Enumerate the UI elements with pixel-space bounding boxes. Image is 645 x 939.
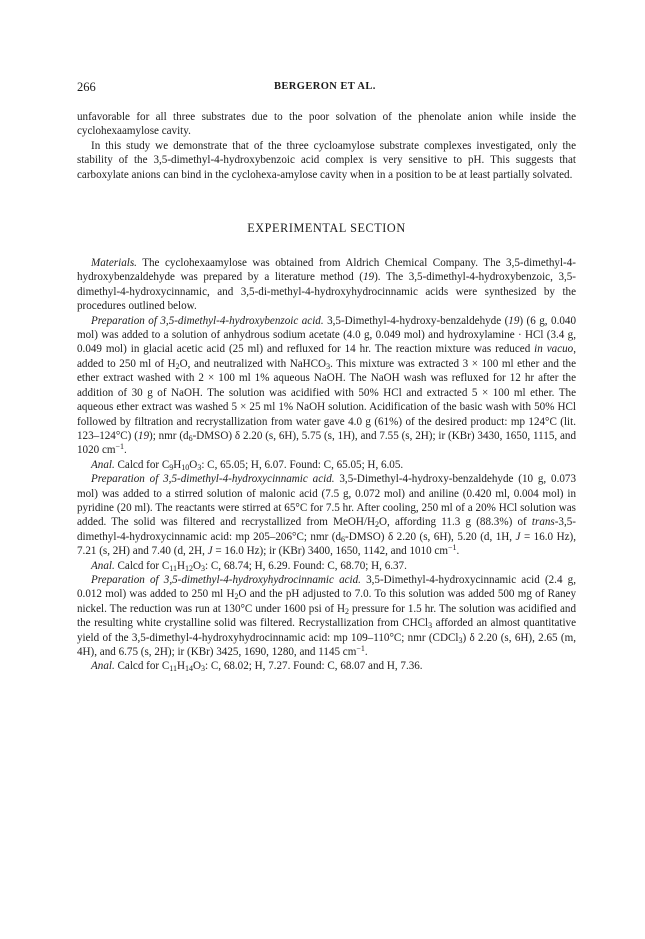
intro-paragraph-continued: unfavorable for all three substrates due to the poor solvation of the phenolate anion while inside the cyclohexaamylose cavity. <box>77 111 576 138</box>
page-header <box>77 80 577 96</box>
page-number: 266 <box>77 80 96 94</box>
prep-hydro-heading: Preparation of 3,5-dimethyl-4-hydroxyhydrocinnamic acid. <box>91 573 361 586</box>
anal-hydro-paragraph: Anal. Calcd for $C_{11}H_{14}O_3$: C, 68.02; H, 7.27. Found: C, 68.07 and H, 7.36. <box>91 660 423 674</box>
prep-hydro-paragraph: Preparation of 3,5-dimethyl-4-hydroxyhydrocinnamic acid. 3,5-Dimethyl-4-hydroxycinnamic acid (2.4 g, 0.012 mol) was added to 250 ml $H_2O$ and the pH adjusted to 7.0. To this solution was added 500 mg of Raney nickel. The reduction was run at 130°C under 1600 psi of $H_2$ pressure for 1.5 hr. The solution was acidified and the resulting white crystalline solid was filtered. Recrystallization from CHCl$_3$ afforded an almost quantitative yield of the 3,5-dimethyl-4-hydroxyhydrocinnamic acid: mp 109–110°C; nmr (CDCl$_3$) δ 2.20 (s, 6H), 2.65 (m, 4H), and 6.75 (s, 2H); ir (KBr) 3425, 1690, 1280, and 1145 $cm^{-1}$. <box>77 573 577 658</box>
prep-cinnamic-heading: Preparation of 3,5-dimethyl-4-hydroxycinnamic acid. <box>91 473 335 486</box>
materials-heading: Materials. <box>91 257 137 270</box>
reference: 19 <box>362 271 375 284</box>
prep-cinnamic-paragraph: Preparation of 3,5-dimethyl-4-hydroxycinnamic acid. 3,5-Dimethyl-4-hydroxy-benzaldehyde (10 g, 0.073 mol) was added to a stirred solution of malonic acid (7.5 g, 0.072 mol) and aniline (0.420 ml, 0.004 mol) in pyridine (20 ml). The reactants were stirred at 65°C for 7.5 hr. After cooling, 250 ml of a 20% HCl solution was added. The solid was filtered and recrystallized from MeOH/$H_2O$, affording 11.3 g (88.3%) of trans-3,5-dimethyl-4-hydroxycinnamic acid: mp 205–206°C; nmr $(d_6-DMSO)$ δ 2.20 (s, 6H), 5.20 (d, 1H, J = 16.0 Hz), 7.21 (s, 2H) and 7.40 (d, 2H, J = 16.0 Hz); ir (KBr) 3400, 1650, 1142, and 1010 $cm^{-1}$. <box>77 473 577 558</box>
prep-benzoic-paragraph: Preparation of 3,5-dimethyl-4-hydroxybenzoic acid. 3,5-Dimethyl-4-hydroxy-benzaldehyde (19) (6 g, 0.040 mol) was added to a solution of anhydrous sodium acetate (4.0 g, 0.049 mol) and hydroxylamine · HCl (3.4 g, 0.049 mol) in glacial acetic acid (25 ml) and refluxed for 14 hr. The reaction mixture was reduced in vacuo, added to 250 ml of $H_2O$, and neutralized with NaHCO$_3$. This mixture was extracted 3 × 100 ml ether and the ether extract washed with 2 × 100 ml 1% aqueous NaOH. The NaOH wash was refluxed for 12 hr after the addition of 30 g of NaOH. The solution was acidified with 50% HCl and extracted 5 × 100 ml ether. The aqueous ether extract was washed 5 × 25 ml 1% NaOH solution. Acidification of the basic wash with 50% HCl followed by filtration and recrystallization from water gave 4.0 g (61%) of the desired product: mp 124°C (lit. 123–124°C) (19); nmr $(d_6-DMSO)$ δ 2.20 (s, 6H), 5.75 (s, 1H), and 7.55 (s, 2H); ir (KBr) 3430, 1650, 1115, and 1020 $cm^{-1}$. <box>77 314 577 457</box>
materials-paragraph: Materials. The cyclohexaamylose was obtained from Aldrich Chemical Company. The 3,5-dimethyl-4-hydroxybenzaldehyde was prepared by a literature method (19). The 3,5-dimethyl-4-hydroxybenzoic, 3,5-dimethyl-4-hydroxycinnamic, and 3,5-di-methyl-4-hydroxyhydrocinnamic acids were synthesized by the procedures outlined below. <box>77 257 577 313</box>
intro-paragraph: In this study we demonstrate that of the three cycloamylose substrate complexes investigated, only the stability of the 3,5-dimethyl-4-hydroxybenzoic acid complex is very sensitive to pH. This suggests that carboxylate anions can bind in the cyclohexa-amylose cavity when in a position to be at least partially solvated. <box>77 139 576 181</box>
body-text <box>77 110 576 674</box>
anal-cinnamic-paragraph: Anal. Calcd for $C_{11}H_{12}O_3$: C, 68.74; H, 6.29. Found: C, 68.70; H, 6.37. <box>91 559 407 573</box>
prep-benzoic-heading: Preparation of 3,5-dimethyl-4-hydroxybenzoic acid. <box>91 314 324 327</box>
anal-label: Anal. <box>91 458 115 471</box>
anal-benzoic-paragraph: Anal. Calcd for $C_9H_{10}O_3$: C, 65.05; H, 6.07. Found: C, 65.05; H, 6.05. <box>91 458 404 472</box>
anal-label: Anal. <box>91 559 115 572</box>
anal-label: Anal. <box>91 660 115 673</box>
running-head: BERGERON ET AL. <box>274 81 376 92</box>
section-heading: EXPERIMENTAL SECTION <box>247 221 406 236</box>
reference: 19 <box>137 429 149 442</box>
reference: 19 <box>508 314 520 327</box>
